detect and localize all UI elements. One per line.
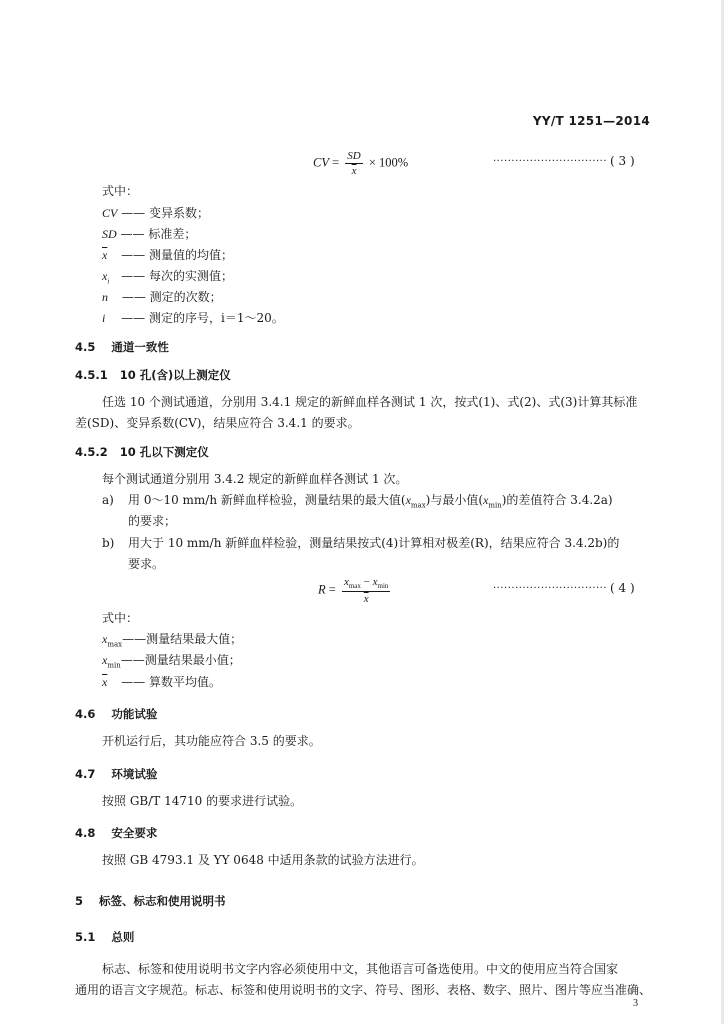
symbol: $\overline{x}$ (102, 675, 108, 689)
where1-item-sd (102, 226, 196, 242)
section-number: 4.5 (75, 340, 96, 354)
formula-4-numerator (342, 576, 390, 592)
dash: —— (121, 269, 146, 283)
subscript: max (410, 501, 426, 510)
standard-number: YY/T 1251—2014 (532, 114, 650, 128)
description: 测定的次数； (149, 290, 222, 304)
section-title: 安全要求 (111, 826, 158, 840)
section-4-5-heading (75, 339, 169, 355)
subscript: max (348, 582, 361, 591)
text: 用 0～10 mm/h 新鲜血样检验，测量结果的最大值( (128, 493, 406, 507)
description: 算数平均值。 (148, 675, 221, 689)
formula-3: CV = $\frac{SD}{x}$ × 100% (313, 150, 409, 177)
section-5-heading (75, 893, 226, 909)
section-4-7-body: 按照 GB/T 14710 的要求进行试验。 (102, 794, 303, 808)
section-5-1-line-1: 标志、标签和使用说明书文字内容必须使用中文，其他语言可备选使用。中文的使用应当符合国家 (102, 962, 619, 976)
section-4-5-2-intro: 每个测试通道分别用 3.4.2 规定的新鲜血样各测试 1 次。 (102, 472, 408, 486)
description: 每次的实测值； (148, 269, 233, 283)
dash: —— (121, 290, 146, 304)
dash: —— (120, 227, 145, 241)
section-title: 通道一致性 (111, 340, 169, 354)
section-number: 5 (75, 894, 84, 908)
description: 测量值的均值； (148, 248, 233, 262)
symbol: x (102, 269, 108, 283)
formula-3-fraction (345, 150, 362, 177)
symbol: x (372, 576, 378, 588)
section-number: 4.5.1 (75, 368, 108, 382)
formula-4-dots: ······························· (493, 583, 608, 594)
section-number: 4.8 (75, 826, 96, 840)
dash: —— (122, 632, 147, 646)
section-4-7-heading (75, 766, 157, 782)
section-4-5-1-heading (75, 367, 231, 383)
where1-item-xi (102, 268, 233, 289)
list-item-a-line-2: 的要求； (128, 514, 177, 528)
list-item-b-label: b) (102, 536, 115, 550)
where-label-1: 式中： (102, 184, 139, 198)
symbol: x (102, 632, 108, 646)
section-number: 4.6 (75, 707, 96, 721)
operator: − (363, 576, 370, 588)
dash: —— (121, 248, 146, 262)
symbol: i (102, 311, 106, 325)
symbol: x (405, 493, 411, 507)
text: )与最小值( (425, 493, 484, 507)
description: 测量结果最大值； (146, 632, 243, 646)
formula-4-number: ( 4 ) (610, 581, 635, 595)
page-number: 3 (633, 998, 638, 1009)
section-4-5-1-line-1: 任选 10 个测试通道，分别用 3.4.1 规定的新鲜血样各测试 1 次，按式(1)、式(2)、式(3)计算其标准 (102, 395, 638, 409)
subscript: min (107, 661, 121, 670)
where1-item-n (102, 289, 222, 305)
formula-3-tail: × 100% (368, 155, 409, 170)
symbol: SD (102, 227, 117, 241)
section-title: 总则 (111, 930, 135, 944)
list-item-a-line-1 (128, 492, 613, 513)
formula-4-lhs: R (318, 582, 326, 597)
formula-4-fraction (342, 576, 390, 605)
section-number: 4.7 (75, 767, 96, 781)
formula-3-dots: ······························· (493, 156, 608, 167)
symbol: x (102, 653, 108, 667)
dash: —— (121, 675, 146, 689)
section-title: 10 孔(含)以上测定仪 (119, 368, 231, 382)
section-5-1-line-2: 通用的语言文字规范。标志、标签和使用说明书的文字、符号、图形、表格、数字、照片、图片等应当准确、 (75, 983, 652, 997)
symbol: CV (102, 206, 118, 220)
section-4-6-heading (75, 706, 157, 722)
formula-3-numerator: SD (347, 150, 361, 162)
section-4-8-heading (75, 825, 157, 841)
section-4-5-2-heading (75, 444, 209, 460)
section-title: 10 孔以下测定仪 (119, 445, 209, 459)
section-4-6-body: 开机运行后，其功能应符合 3.5 的要求。 (102, 734, 321, 748)
list-item-a-label: a) (102, 493, 114, 507)
section-4-8-body: 按照 GB 4793.1 及 YY 0648 中适用条款的试验方法进行。 (102, 853, 424, 867)
formula-4-denominator: x (363, 593, 369, 606)
section-4-5-1-line-2: 差(SD)、变异系数(CV)，结果应符合 3.4.1 的要求。 (75, 416, 360, 430)
list-item-b-line-2: 要求。 (128, 557, 165, 571)
dash: —— (120, 653, 145, 667)
section-title: 功能试验 (111, 707, 158, 721)
formula-3-number: ( 3 ) (610, 154, 635, 168)
where2-item-xmax (102, 631, 242, 652)
section-title: 标签、标志和使用说明书 (99, 894, 226, 908)
description: 变异系数； (149, 206, 210, 220)
subscript: min (377, 582, 389, 591)
symbol: n (102, 290, 108, 304)
section-5-1-heading (75, 929, 134, 945)
formula-3-lhs: CV (313, 155, 329, 170)
description: 标准差； (148, 227, 197, 241)
dash: —— (121, 311, 146, 325)
description: 测量结果最小值； (144, 653, 241, 667)
where1-item-xbar (102, 247, 233, 263)
symbol: x (483, 493, 489, 507)
subscript: i (107, 277, 110, 286)
section-number: 5.1 (75, 930, 96, 944)
where1-item-cv (102, 205, 209, 221)
where-label-2: 式中： (102, 611, 139, 625)
where2-item-xbar (102, 674, 221, 690)
where2-item-xmin (102, 652, 241, 673)
section-title: 环境试验 (111, 767, 158, 781)
symbol: $\overline{x}$ (102, 248, 108, 262)
subscript: max (107, 640, 123, 649)
symbol: x (343, 576, 349, 588)
formula-4: R = $\frac{x_{max} - x_{min}}{x}$ (318, 576, 389, 606)
description: 测定的序号，i＝1～20。 (149, 311, 284, 325)
list-item-b-line-1: 用大于 10 mm/h 新鲜血样检验，测量结果按式(4)计算相对极差(R)，结果应符合 3.4.2b)的 (128, 536, 620, 550)
text: )的差值符合 3.4.2a) (501, 493, 613, 507)
dash: —— (121, 206, 146, 220)
where1-item-i (102, 310, 284, 326)
formula-3-denominator: x (351, 165, 357, 177)
section-number: 4.5.2 (75, 445, 108, 459)
subscript: min (488, 501, 502, 510)
